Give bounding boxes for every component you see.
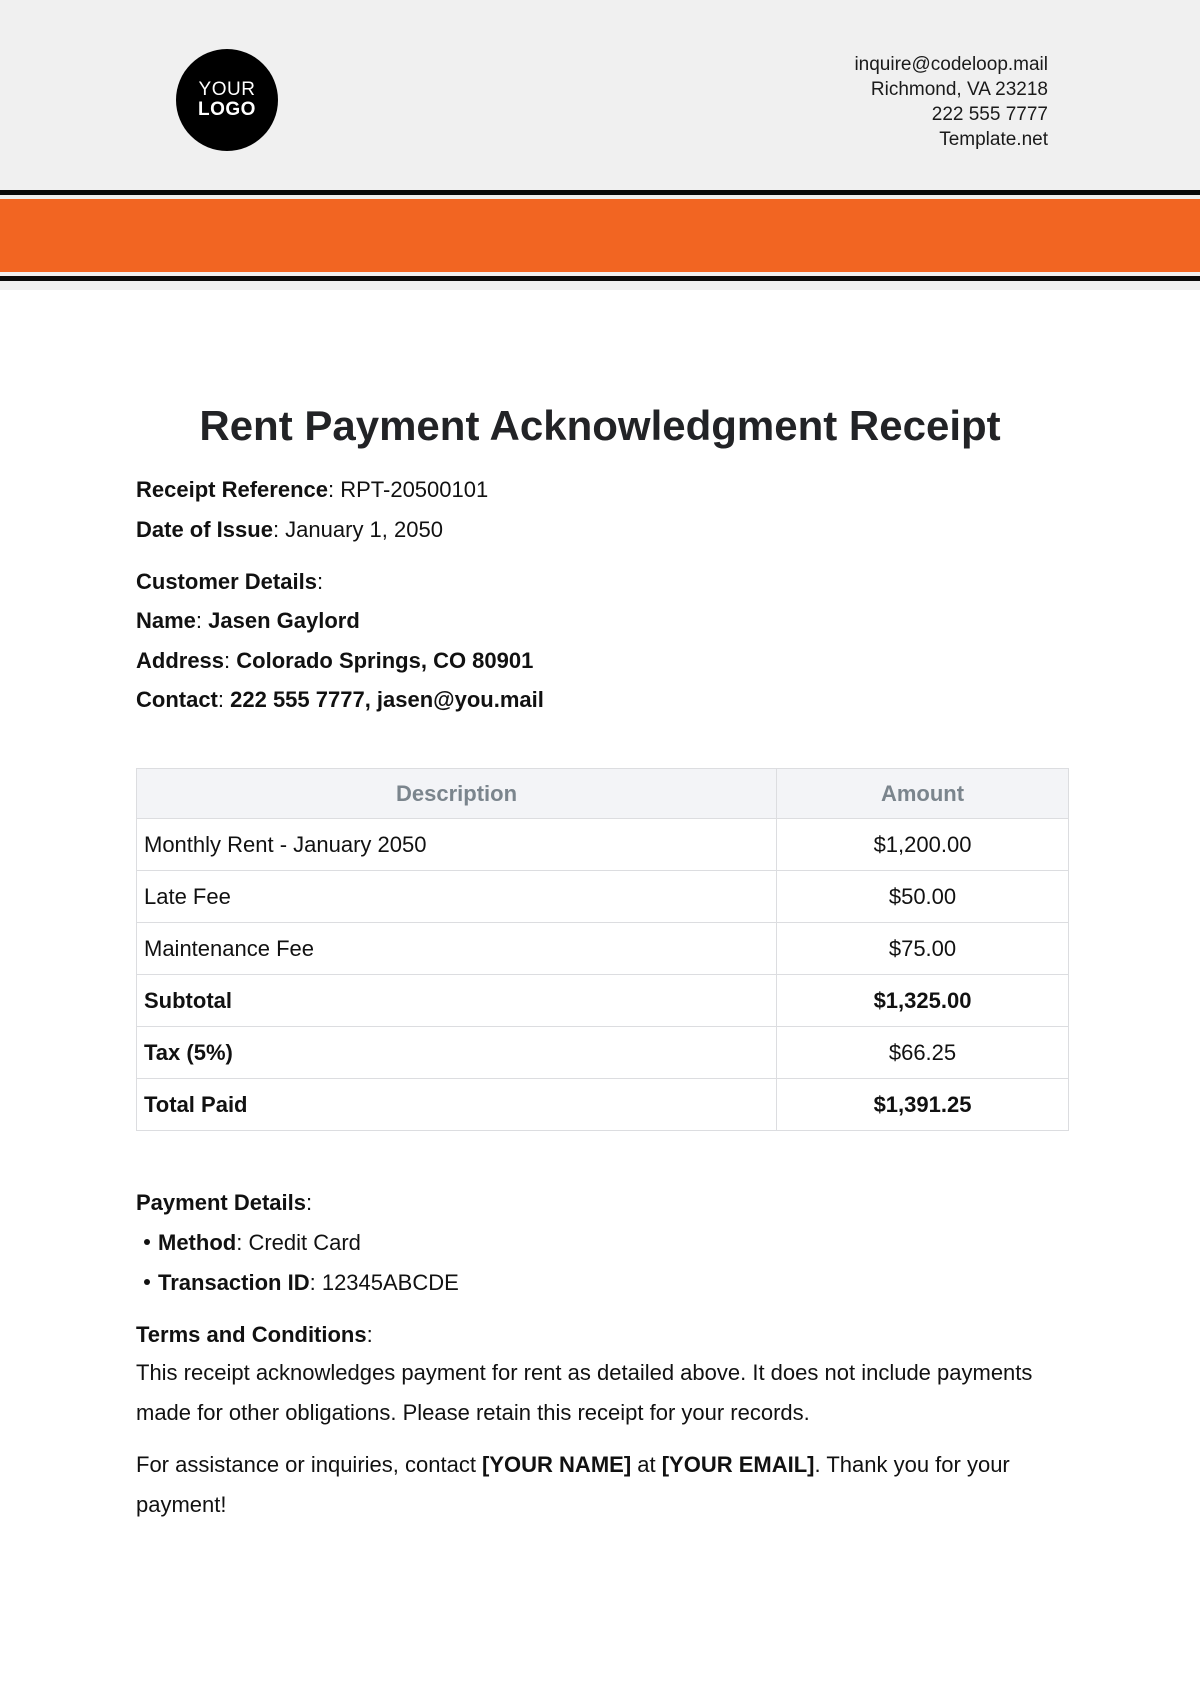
bullet-icon: [144, 1279, 150, 1285]
date-of-issue-label: Date of Issue: [136, 517, 273, 542]
payment-details-heading: Payment Details:: [136, 1190, 313, 1215]
row-amount: $50.00: [777, 871, 1069, 923]
assistance-suffix: . Thank you for your payment!: [136, 1452, 1010, 1517]
customer-name-value: Jasen Gaylord: [208, 608, 360, 633]
subtotal-amount: $1,325.00: [777, 975, 1069, 1027]
customer-address-label: Address: [136, 648, 225, 673]
company-website: Template.net: [939, 129, 1048, 150]
table-row: [137, 871, 1069, 923]
receipt-reference: Receipt Reference: RPT-20500101: [136, 477, 489, 502]
payment-method-value: Credit Card: [248, 1230, 361, 1255]
row-description: Late Fee: [137, 871, 777, 923]
company-address: Richmond, VA 23218: [870, 79, 1048, 100]
customer-name: Name: Jasen Gaylord: [136, 608, 360, 633]
payment-details-label: Payment Details: [136, 1190, 306, 1215]
divider-bottom: [0, 276, 1200, 281]
tax-amount: $66.25: [777, 1027, 1069, 1079]
subtotal-label: Subtotal: [137, 975, 777, 1027]
logo-line-1: YOUR: [198, 79, 256, 101]
row-amount: $75.00: [777, 923, 1069, 975]
customer-contact: Contact: 222 555 7777, jasen@you.mail: [136, 687, 544, 712]
payment-method: Method: Credit Card: [144, 1230, 361, 1256]
row-amount: $1,200.00: [777, 819, 1069, 871]
customer-contact-label: Contact: [136, 687, 218, 712]
customer-address-value: Colorado Springs, CO 80901: [236, 648, 534, 673]
logo-line-2: LOGO: [198, 99, 256, 120]
page-title: Rent Payment Acknowledgment Receipt: [199, 402, 1001, 449]
payment-method-label: Method: [158, 1230, 237, 1255]
date-of-issue-value: January 1, 2050: [285, 517, 443, 542]
divider-top: [0, 190, 1200, 195]
table-header-row: [137, 769, 1069, 819]
customer-address: Address: Colorado Springs, CO 80901: [136, 648, 534, 673]
receipt-reference-value: RPT-20500101: [340, 477, 489, 502]
logo: [176, 49, 278, 151]
customer-details-heading: Customer Details:: [136, 569, 324, 594]
customer-details-label: Customer Details: [136, 569, 317, 594]
customer-contact-value: 222 555 7777, jasen@you.mail: [230, 687, 544, 712]
receipt-reference-label: Receipt Reference: [136, 477, 328, 502]
row-description: Maintenance Fee: [137, 923, 777, 975]
receipt-table: [136, 768, 1069, 1131]
assistance-mid: at: [631, 1452, 662, 1477]
accent-band: [0, 199, 1200, 272]
customer-name-label: Name: [136, 608, 196, 633]
terms-text: This receipt acknowledges payment for rent as detailed above. It does not include payments made for other obligations. Please retain this receipt for your records.: [136, 1360, 1033, 1425]
table-row: [137, 923, 1069, 975]
terms-label: Terms and Conditions: [136, 1322, 367, 1347]
company-phone: 222 555 7777: [931, 104, 1048, 125]
transaction-id: Transaction ID: 12345ABCDE: [144, 1270, 459, 1296]
contact-email-placeholder: [YOUR EMAIL]: [661, 1452, 815, 1477]
column-header-description: Description: [137, 769, 777, 819]
column-header-amount: Amount: [777, 769, 1069, 819]
total-amount: $1,391.25: [777, 1079, 1069, 1131]
terms-heading: Terms and Conditions:: [136, 1322, 373, 1347]
date-of-issue: Date of Issue: January 1, 2050: [136, 517, 443, 542]
tax-label: Tax (5%): [137, 1027, 777, 1079]
company-contact: [854, 52, 1048, 152]
subtotal-row: [137, 975, 1069, 1027]
row-description: Monthly Rent - January 2050: [137, 819, 777, 871]
transaction-id-label: Transaction ID: [158, 1270, 310, 1295]
contact-name-placeholder: [YOUR NAME]: [482, 1452, 632, 1477]
tax-row: [137, 1027, 1069, 1079]
company-email: inquire@codeloop.mail: [854, 54, 1048, 75]
total-label: Total Paid: [137, 1079, 777, 1131]
bullet-icon: [144, 1239, 150, 1245]
table-row: [137, 819, 1069, 871]
total-row: [137, 1079, 1069, 1131]
transaction-id-value: 12345ABCDE: [321, 1270, 459, 1295]
assistance-prefix: For assistance or inquiries, contact: [136, 1452, 483, 1477]
assistance-text: [136, 1445, 1076, 1525]
